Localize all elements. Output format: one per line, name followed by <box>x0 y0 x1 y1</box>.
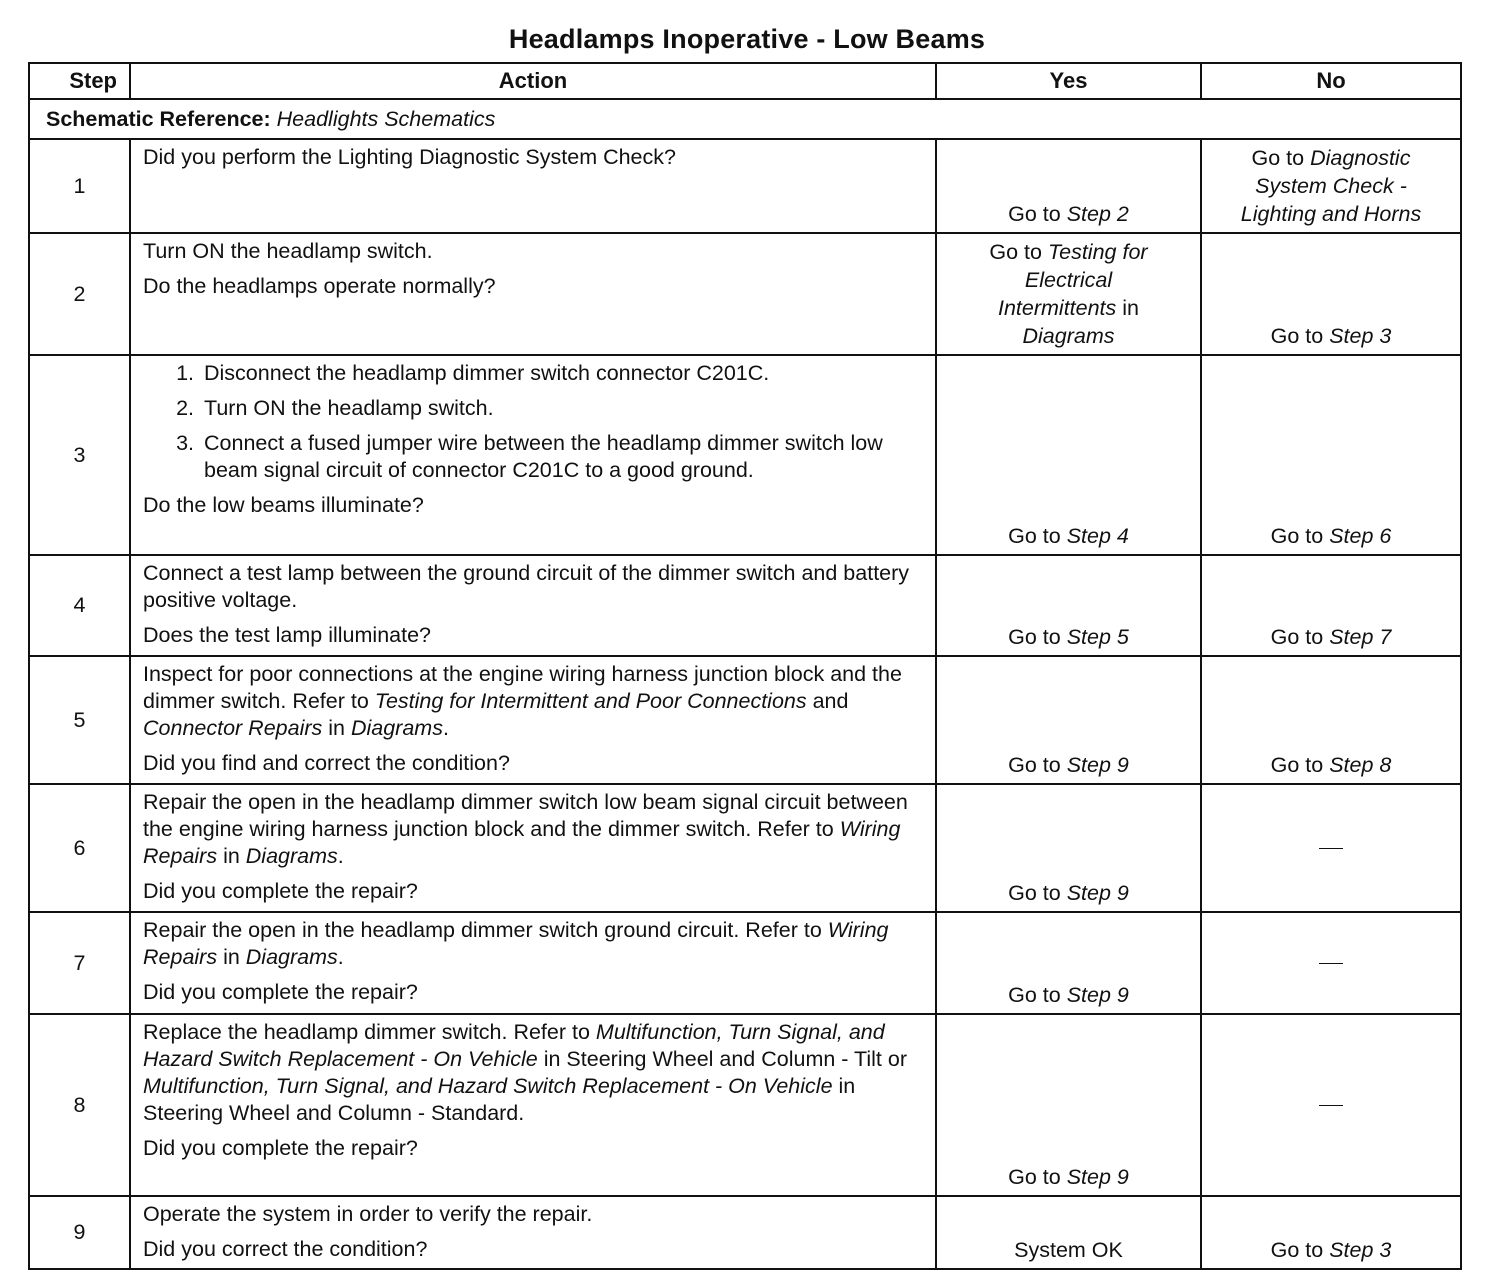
step-link[interactable]: Step 3 <box>1329 1238 1392 1262</box>
diagrams-link[interactable]: Diagrams <box>245 844 338 868</box>
action-cell <box>130 555 936 656</box>
action-text: Turn ON the headlamp switch. <box>143 239 433 263</box>
schematic-reference-row <box>29 99 1461 139</box>
step-number: 5 <box>29 656 130 784</box>
no-cell <box>1201 1014 1461 1196</box>
column-header-no: No <box>1201 63 1461 99</box>
action-text: Connect a test lamp between the ground circuit of the dimmer switch and battery positive voltage. <box>143 561 910 612</box>
yes-cell: Go to Step 9 <box>936 656 1201 784</box>
action-step-item: 2. Turn ON the headlamp switch. <box>200 395 923 422</box>
action-question: Do the low beams illuminate? <box>143 493 424 517</box>
action-question: Did you correct the condition? <box>143 1237 428 1261</box>
yes-cell: Go to Step 4 <box>936 355 1201 555</box>
action-question: Did you complete the repair? <box>143 1136 418 1160</box>
yes-cell <box>936 1196 1201 1269</box>
yes-cell: Go to Step 9 <box>936 1014 1201 1196</box>
yes-cell: Go to Step 9 <box>936 912 1201 1014</box>
reference-link[interactable]: Multifunction, Turn Signal, and Hazard Switch Replacement - On Vehicle <box>143 1020 885 1071</box>
yes-cell: Go to Step 5 <box>936 555 1201 656</box>
no-cell: Go to Step 3 <box>1201 1196 1461 1269</box>
table-row <box>29 656 1461 784</box>
step-number: 1 <box>29 139 130 233</box>
table-row <box>29 233 1461 355</box>
action-cell <box>130 912 936 1014</box>
diagrams-link[interactable]: Diagrams <box>350 716 443 740</box>
table-row <box>29 139 1461 233</box>
action-cell <box>130 139 936 233</box>
step-number: 3 <box>29 355 130 555</box>
step-number: 6 <box>29 784 130 912</box>
reference-link[interactable]: Connector Repairs <box>143 716 323 740</box>
step-link[interactable]: Step 9 <box>1066 983 1129 1007</box>
action-text: Did you perform the Lighting Diagnostic System Check? <box>143 145 676 169</box>
action-cell <box>130 1014 936 1196</box>
column-header-action: Action <box>130 63 936 99</box>
column-header-yes: Yes <box>936 63 1201 99</box>
action-question: Do the headlamps operate normally? <box>143 274 496 298</box>
no-cell: Go to Step 7 <box>1201 555 1461 656</box>
step-link[interactable]: Step 2 <box>1066 202 1129 226</box>
step-link[interactable]: Step 9 <box>1066 1165 1129 1189</box>
action-text: Replace the headlamp dimmer switch. Refer to Multifunction, Turn Signal, and Hazard Switch Replacement - On Vehicle in Steering Wheel and Column - Tilt or Multifunction, Turn Signal, and Hazard Switch Replacement - On Vehicle in Steering Wheel and Column - Standard. <box>143 1020 907 1125</box>
step-link[interactable]: Step 5 <box>1066 625 1129 649</box>
no-cell: Go to Step 8 <box>1201 656 1461 784</box>
no-cell: Go to Step 3 <box>1201 233 1461 355</box>
no-cell: Go to Step 6 <box>1201 355 1461 555</box>
step-number: 7 <box>29 912 130 1014</box>
no-cell <box>1201 912 1461 1014</box>
reference-link[interactable]: Testing for Intermittent and Poor Connections <box>374 689 807 713</box>
step-link[interactable]: Step 7 <box>1329 625 1392 649</box>
action-question: Did you find and correct the condition? <box>143 751 510 775</box>
step-link[interactable]: Step 3 <box>1329 324 1392 348</box>
schematic-reference-label: Schematic Reference: <box>46 106 271 131</box>
action-step-item: 1. Disconnect the headlamp dimmer switch connector C201C. <box>200 360 923 387</box>
action-text: Operate the system in order to verify the repair. <box>143 1202 593 1226</box>
yes-cell: Go to Step 9 <box>936 784 1201 912</box>
step-link[interactable]: Step 9 <box>1066 881 1129 905</box>
not-applicable-dash <box>1319 1105 1343 1106</box>
column-header-step: Step <box>29 63 130 99</box>
table-row <box>29 912 1461 1014</box>
action-question: Did you complete the repair? <box>143 980 418 1004</box>
yes-cell: Go to Testing for Electrical Intermittents in Diagrams <box>936 233 1201 355</box>
action-steps-list <box>143 360 923 484</box>
table-row <box>29 1196 1461 1269</box>
not-applicable-dash <box>1319 848 1343 849</box>
table-row <box>29 784 1461 912</box>
action-question: Did you complete the repair? <box>143 879 418 903</box>
action-cell <box>130 233 936 355</box>
no-cell: Go to Diagnostic System Check - Lighting and Horns <box>1201 139 1461 233</box>
schematic-reference <box>29 99 1461 139</box>
reference-link[interactable]: Multifunction, Turn Signal, and Hazard Switch Replacement - On Vehicle <box>143 1074 833 1098</box>
action-text: Repair the open in the headlamp dimmer switch low beam signal circuit between the engine wiring harness junction block and the dimmer switch. Refer to Wiring Repairs in Diagrams. <box>143 790 908 868</box>
header-row <box>29 63 1461 99</box>
no-cell <box>1201 784 1461 912</box>
step-link[interactable]: Step 6 <box>1329 524 1392 548</box>
step-number: 8 <box>29 1014 130 1196</box>
reference-link[interactable]: Wiring Repairs <box>143 817 901 868</box>
action-cell <box>130 656 936 784</box>
reference-link[interactable]: Diagnostic System Check - Lighting and Horns <box>1240 146 1422 226</box>
step-number: 2 <box>29 233 130 355</box>
action-cell <box>130 784 936 912</box>
diagrams-link[interactable]: Diagrams <box>245 945 338 969</box>
step-link[interactable]: Step 8 <box>1329 753 1392 777</box>
reference-link[interactable]: Wiring Repairs <box>143 918 889 969</box>
page-title: Headlamps Inoperative - Low Beams <box>508 24 986 54</box>
table-row <box>29 355 1461 555</box>
action-cell <box>130 355 936 555</box>
schematic-reference-link[interactable]: Headlights Schematics <box>276 106 496 131</box>
yes-cell: Go to Step 2 <box>936 139 1201 233</box>
action-text: Repair the open in the headlamp dimmer switch ground circuit. Refer to Wiring Repairs in Diagrams. <box>143 918 889 969</box>
action-cell <box>130 1196 936 1269</box>
reference-link[interactable]: Testing for Electrical Intermittents <box>997 240 1148 320</box>
table-row <box>29 555 1461 656</box>
step-number: 9 <box>29 1196 130 1269</box>
table-row <box>29 1014 1461 1196</box>
diagnostic-table <box>28 62 1462 1270</box>
step-number: 4 <box>29 555 130 656</box>
system-ok-text: System OK <box>1014 1238 1123 1262</box>
step-link[interactable]: Step 4 <box>1066 524 1129 548</box>
action-step-item: 3. Connect a fused jumper wire between the headlamp dimmer switch low beam signal circuit of connector C201C to a good ground. <box>200 430 923 484</box>
diagrams-link[interactable]: Diagrams <box>1022 324 1115 348</box>
action-question: Does the test lamp illuminate? <box>143 623 432 647</box>
step-link[interactable]: Step 9 <box>1066 753 1129 777</box>
action-text: Inspect for poor connections at the engine wiring harness junction block and the dimmer switch. Refer to Testing for Intermittent and Poor Connections and Connector Repairs in Diagrams. <box>143 662 902 740</box>
not-applicable-dash <box>1319 963 1343 964</box>
